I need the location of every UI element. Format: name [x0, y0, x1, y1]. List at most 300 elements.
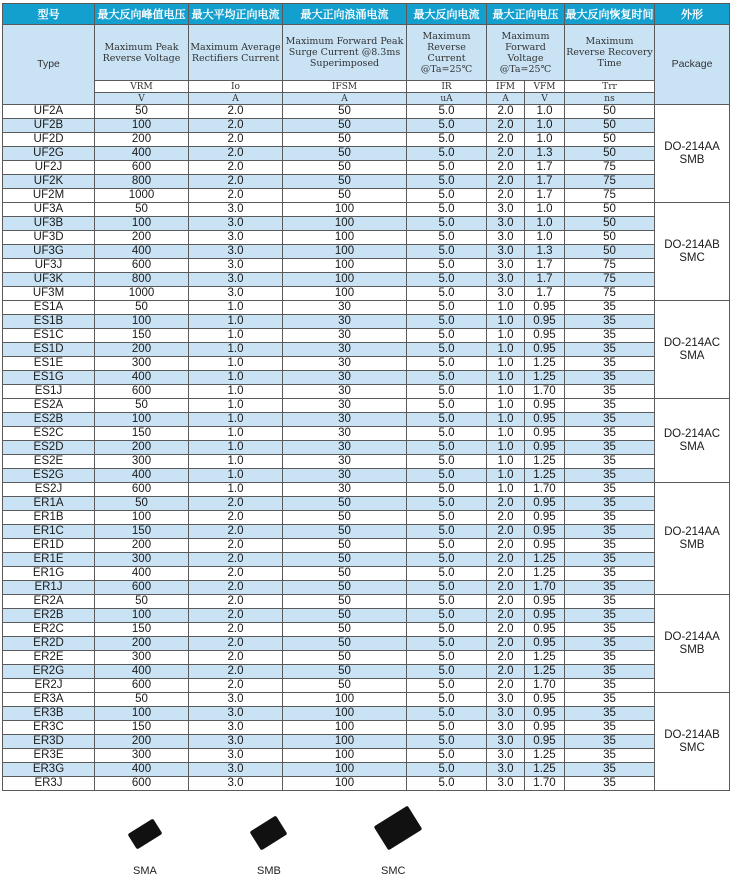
- cell-type: UF3B: [3, 217, 95, 231]
- cell-vrm: 300: [95, 553, 189, 567]
- cell-ir: 5.0: [407, 147, 487, 161]
- cell-type: UF3M: [3, 287, 95, 301]
- cell-type: ES1E: [3, 357, 95, 371]
- cell-ir: 5.0: [407, 651, 487, 665]
- cell-ifm: 2.0: [487, 119, 525, 133]
- cell-ir: 5.0: [407, 399, 487, 413]
- cell-vrm: 200: [95, 231, 189, 245]
- cell-ifsm: 30: [283, 343, 407, 357]
- cell-vfm: 0.95: [525, 693, 565, 707]
- cell-ifm: 3.0: [487, 259, 525, 273]
- cell-type: UF2K: [3, 175, 95, 189]
- cell-ifsm: 30: [283, 469, 407, 483]
- symbol-ir: IR: [407, 81, 487, 93]
- cell-io: 2.0: [189, 581, 283, 595]
- cell-io: 1.0: [189, 427, 283, 441]
- cell-ir: 5.0: [407, 693, 487, 707]
- cell-trr: 35: [565, 343, 655, 357]
- cell-ifm: 2.0: [487, 189, 525, 203]
- cell-ifm: 2.0: [487, 623, 525, 637]
- cell-trr: 35: [565, 371, 655, 385]
- package-name: SMC: [679, 741, 705, 754]
- cell-vrm: 600: [95, 483, 189, 497]
- cell-trr: 35: [565, 511, 655, 525]
- header-en-package: Package: [655, 25, 730, 105]
- cell-ir: 5.0: [407, 245, 487, 259]
- cell-ifm: 2.0: [487, 679, 525, 693]
- cell-ifsm: 50: [283, 595, 407, 609]
- cell-type: ES2J: [3, 483, 95, 497]
- symbol-vrm: VRM: [95, 81, 189, 93]
- cell-ifsm: 50: [283, 189, 407, 203]
- cell-vfm: 0.95: [525, 441, 565, 455]
- cell-vrm: 800: [95, 273, 189, 287]
- cell-ir: 5.0: [407, 497, 487, 511]
- cell-vrm: 100: [95, 413, 189, 427]
- cell-ifsm: 50: [283, 525, 407, 539]
- cell-vfm: 1.7: [525, 189, 565, 203]
- unit-ifsm: A: [283, 93, 407, 105]
- cell-ifm: 3.0: [487, 693, 525, 707]
- cell-type: ES1J: [3, 385, 95, 399]
- cell-vrm: 200: [95, 735, 189, 749]
- cell-ir: 5.0: [407, 175, 487, 189]
- cell-ifm: 2.0: [487, 525, 525, 539]
- cell-ifm: 1.0: [487, 427, 525, 441]
- package-code: DO-214AC: [663, 336, 721, 349]
- package-name: SMB: [679, 538, 705, 551]
- cell-type: ES2C: [3, 427, 95, 441]
- table-row: [3, 637, 730, 651]
- cell-io: 2.0: [189, 567, 283, 581]
- cell-io: 3.0: [189, 245, 283, 259]
- cell-trr: 35: [565, 637, 655, 651]
- cell-ifsm: 100: [283, 777, 407, 791]
- table-row: [3, 231, 730, 245]
- header-cn-ir: 最大反向电流: [407, 4, 487, 25]
- header-cn-io: 最大平均正向电流: [189, 4, 283, 25]
- table-row: [3, 217, 730, 231]
- cell-ifm: 1.0: [487, 455, 525, 469]
- package-code: DO-214AA: [664, 525, 720, 538]
- cell-trr: 35: [565, 595, 655, 609]
- cell-ir: 5.0: [407, 189, 487, 203]
- cell-io: 1.0: [189, 357, 283, 371]
- cell-vrm: 300: [95, 749, 189, 763]
- cell-vfm: 1.0: [525, 119, 565, 133]
- cell-ifm: 1.0: [487, 343, 525, 357]
- cell-ir: 5.0: [407, 427, 487, 441]
- cell-io: 3.0: [189, 749, 283, 763]
- package-cell: [655, 203, 730, 301]
- cell-vfm: 0.95: [525, 637, 565, 651]
- header-en-type: Type: [3, 25, 95, 105]
- cell-ir: 5.0: [407, 203, 487, 217]
- cell-ir: 5.0: [407, 483, 487, 497]
- cell-ir: 5.0: [407, 217, 487, 231]
- cell-io: 2.0: [189, 553, 283, 567]
- package-code: DO-214AA: [664, 140, 720, 153]
- cell-type: ER2G: [3, 665, 95, 679]
- cell-trr: 35: [565, 469, 655, 483]
- cell-io: 2.0: [189, 133, 283, 147]
- table-row: [3, 525, 730, 539]
- cell-type: ER2D: [3, 637, 95, 651]
- cell-io: 2.0: [189, 119, 283, 133]
- table-row: [3, 567, 730, 581]
- cell-io: 3.0: [189, 693, 283, 707]
- cell-ir: 5.0: [407, 385, 487, 399]
- table-row: [3, 357, 730, 371]
- cell-type: ER1D: [3, 539, 95, 553]
- cell-ifm: 3.0: [487, 749, 525, 763]
- cell-io: 1.0: [189, 469, 283, 483]
- cell-ifm: 2.0: [487, 147, 525, 161]
- cell-ir: 5.0: [407, 539, 487, 553]
- cell-vfm: 1.25: [525, 469, 565, 483]
- table-row: [3, 203, 730, 217]
- cell-ifsm: 50: [283, 133, 407, 147]
- table-row: [3, 469, 730, 483]
- cell-vfm: 1.0: [525, 105, 565, 119]
- cell-ifsm: 50: [283, 567, 407, 581]
- cell-ir: 5.0: [407, 287, 487, 301]
- cell-ifsm: 100: [283, 273, 407, 287]
- cell-trr: 50: [565, 105, 655, 119]
- cell-type: ES2D: [3, 441, 95, 455]
- cell-ir: 5.0: [407, 567, 487, 581]
- cell-io: 3.0: [189, 203, 283, 217]
- cell-io: 2.0: [189, 511, 283, 525]
- cell-io: 3.0: [189, 217, 283, 231]
- cell-vfm: 0.95: [525, 707, 565, 721]
- cell-ifm: 2.0: [487, 497, 525, 511]
- cell-vfm: 0.95: [525, 343, 565, 357]
- cell-ir: 5.0: [407, 161, 487, 175]
- sma-package-icon: [128, 818, 163, 849]
- cell-io: 2.0: [189, 189, 283, 203]
- cell-vfm: 1.0: [525, 133, 565, 147]
- cell-vfm: 1.7: [525, 161, 565, 175]
- header-en-ir: Maximum Reverse Current @Ta=25℃: [407, 25, 487, 81]
- cell-ifsm: 50: [283, 119, 407, 133]
- cell-trr: 35: [565, 749, 655, 763]
- cell-io: 3.0: [189, 287, 283, 301]
- cell-vrm: 800: [95, 175, 189, 189]
- cell-ir: 5.0: [407, 119, 487, 133]
- cell-ifsm: 100: [283, 749, 407, 763]
- cell-ifsm: 100: [283, 693, 407, 707]
- cell-trr: 35: [565, 539, 655, 553]
- cell-trr: 75: [565, 175, 655, 189]
- cell-vfm: 1.70: [525, 777, 565, 791]
- cell-ir: 5.0: [407, 357, 487, 371]
- table-row: [3, 399, 730, 413]
- cell-trr: 35: [565, 721, 655, 735]
- cell-trr: 50: [565, 133, 655, 147]
- table-row: [3, 455, 730, 469]
- unit-ir: uA: [407, 93, 487, 105]
- cell-type: UF3D: [3, 231, 95, 245]
- cell-ifsm: 100: [283, 259, 407, 273]
- cell-vrm: 400: [95, 763, 189, 777]
- table-row: [3, 427, 730, 441]
- table-row: [3, 763, 730, 777]
- cell-vfm: 1.25: [525, 455, 565, 469]
- cell-type: ER3D: [3, 735, 95, 749]
- cell-io: 1.0: [189, 315, 283, 329]
- table-row: [3, 511, 730, 525]
- cell-ifm: 2.0: [487, 539, 525, 553]
- cell-trr: 35: [565, 567, 655, 581]
- cell-vfm: 0.95: [525, 623, 565, 637]
- cell-ifm: 3.0: [487, 203, 525, 217]
- cell-trr: 35: [565, 399, 655, 413]
- cell-ir: 5.0: [407, 679, 487, 693]
- cell-type: ER1A: [3, 497, 95, 511]
- cell-io: 2.0: [189, 161, 283, 175]
- cell-vfm: 0.95: [525, 399, 565, 413]
- cell-vfm: 1.3: [525, 147, 565, 161]
- cell-type: UF2M: [3, 189, 95, 203]
- cell-ifm: 3.0: [487, 777, 525, 791]
- cell-ifsm: 50: [283, 623, 407, 637]
- table-row: [3, 483, 730, 497]
- cell-type: UF2G: [3, 147, 95, 161]
- cell-ir: 5.0: [407, 343, 487, 357]
- table-row: [3, 189, 730, 203]
- cell-io: 2.0: [189, 147, 283, 161]
- cell-ifsm: 30: [283, 301, 407, 315]
- cell-type: ES1C: [3, 329, 95, 343]
- cell-type: UF3J: [3, 259, 95, 273]
- cell-vfm: 0.95: [525, 609, 565, 623]
- cell-vfm: 0.95: [525, 427, 565, 441]
- cell-vrm: 50: [95, 105, 189, 119]
- cell-ifsm: 50: [283, 651, 407, 665]
- cell-type: ER3E: [3, 749, 95, 763]
- cell-io: 1.0: [189, 413, 283, 427]
- table-row: [3, 329, 730, 343]
- cell-vrm: 1000: [95, 189, 189, 203]
- cell-ir: 5.0: [407, 259, 487, 273]
- cell-vrm: 150: [95, 721, 189, 735]
- cell-trr: 35: [565, 693, 655, 707]
- table-row: [3, 385, 730, 399]
- cell-vfm: 0.95: [525, 595, 565, 609]
- cell-vrm: 150: [95, 329, 189, 343]
- cell-ifm: 1.0: [487, 413, 525, 427]
- package-outline-legend: [0, 800, 730, 887]
- cell-ifsm: 100: [283, 245, 407, 259]
- cell-ifm: 2.0: [487, 595, 525, 609]
- package-code: DO-214AA: [664, 630, 720, 643]
- cell-type: ER3G: [3, 763, 95, 777]
- cell-vrm: 400: [95, 665, 189, 679]
- table-row: [3, 651, 730, 665]
- cell-vfm: 0.95: [525, 735, 565, 749]
- cell-ifsm: 100: [283, 203, 407, 217]
- cell-type: ER1C: [3, 525, 95, 539]
- cell-ir: 5.0: [407, 371, 487, 385]
- cell-vfm: 1.7: [525, 175, 565, 189]
- cell-ifm: 2.0: [487, 105, 525, 119]
- cell-type: UF3K: [3, 273, 95, 287]
- cell-io: 2.0: [189, 175, 283, 189]
- cell-trr: 35: [565, 777, 655, 791]
- cell-trr: 35: [565, 329, 655, 343]
- cell-ir: 5.0: [407, 665, 487, 679]
- unit-trr: ns: [565, 93, 655, 105]
- cell-ir: 5.0: [407, 623, 487, 637]
- smc-label: SMC: [381, 865, 406, 877]
- cell-ifm: 1.0: [487, 357, 525, 371]
- table-row: [3, 105, 730, 119]
- sma-label: SMA: [133, 865, 157, 877]
- symbol-trr: Trr: [565, 81, 655, 93]
- cell-ifm: 2.0: [487, 161, 525, 175]
- table-row: [3, 245, 730, 259]
- table-row: [3, 595, 730, 609]
- cell-vrm: 150: [95, 427, 189, 441]
- cell-trr: 75: [565, 161, 655, 175]
- cell-trr: 35: [565, 679, 655, 693]
- cell-ifsm: 30: [283, 455, 407, 469]
- cell-ifsm: 100: [283, 735, 407, 749]
- cell-vrm: 600: [95, 385, 189, 399]
- cell-type: UF3G: [3, 245, 95, 259]
- cell-vfm: 0.95: [525, 301, 565, 315]
- cell-io: 3.0: [189, 273, 283, 287]
- cell-ifsm: 50: [283, 161, 407, 175]
- cell-vrm: 600: [95, 581, 189, 595]
- cell-io: 2.0: [189, 637, 283, 651]
- cell-vrm: 50: [95, 301, 189, 315]
- header-en-ifsm: Maximum Forward Peak Surge Current @8.3ms Superimposed: [283, 25, 407, 81]
- cell-vrm: 50: [95, 399, 189, 413]
- cell-vrm: 50: [95, 693, 189, 707]
- cell-io: 1.0: [189, 385, 283, 399]
- cell-ir: 5.0: [407, 553, 487, 567]
- cell-vfm: 1.7: [525, 287, 565, 301]
- cell-ifm: 2.0: [487, 665, 525, 679]
- symbol-ifsm: IFSM: [283, 81, 407, 93]
- cell-ir: 5.0: [407, 231, 487, 245]
- cell-ifsm: 50: [283, 581, 407, 595]
- cell-ir: 5.0: [407, 763, 487, 777]
- cell-ir: 5.0: [407, 735, 487, 749]
- cell-vfm: 1.25: [525, 371, 565, 385]
- cell-trr: 50: [565, 217, 655, 231]
- cell-vrm: 100: [95, 315, 189, 329]
- cell-type: UF2A: [3, 105, 95, 119]
- cell-trr: 50: [565, 119, 655, 133]
- header-en-vf: Maximum Forward Voltage @Ta=25℃: [487, 25, 565, 81]
- cell-ifm: 1.0: [487, 371, 525, 385]
- smb-package-icon: [250, 815, 288, 850]
- cell-type: ES1D: [3, 343, 95, 357]
- table-row: [3, 287, 730, 301]
- cell-trr: 35: [565, 455, 655, 469]
- cell-ifsm: 30: [283, 357, 407, 371]
- cell-type: UF2D: [3, 133, 95, 147]
- cell-trr: 35: [565, 413, 655, 427]
- cell-vfm: 0.95: [525, 329, 565, 343]
- cell-vfm: 1.7: [525, 259, 565, 273]
- table-row: [3, 539, 730, 553]
- cell-type: ES2E: [3, 455, 95, 469]
- cell-vfm: 0.95: [525, 315, 565, 329]
- cell-trr: 35: [565, 581, 655, 595]
- cell-trr: 50: [565, 231, 655, 245]
- cell-ifsm: 50: [283, 637, 407, 651]
- cell-ifm: 1.0: [487, 441, 525, 455]
- table-row: [3, 553, 730, 567]
- cell-io: 2.0: [189, 623, 283, 637]
- header-row-units: [3, 93, 730, 105]
- cell-vrm: 50: [95, 203, 189, 217]
- cell-vfm: 1.25: [525, 665, 565, 679]
- cell-trr: 35: [565, 357, 655, 371]
- cell-vrm: 100: [95, 609, 189, 623]
- cell-trr: 75: [565, 273, 655, 287]
- cell-ifm: 1.0: [487, 301, 525, 315]
- cell-ifm: 2.0: [487, 651, 525, 665]
- table-row: [3, 315, 730, 329]
- cell-trr: 35: [565, 665, 655, 679]
- cell-vrm: 100: [95, 511, 189, 525]
- cell-vrm: 100: [95, 707, 189, 721]
- cell-ifsm: 50: [283, 105, 407, 119]
- header-en-trr: Maximum Reverse Recovery Time: [565, 25, 655, 81]
- table-row: [3, 735, 730, 749]
- smb-label: SMB: [257, 865, 281, 877]
- cell-ir: 5.0: [407, 105, 487, 119]
- cell-trr: 75: [565, 189, 655, 203]
- cell-vfm: 1.0: [525, 231, 565, 245]
- cell-trr: 35: [565, 385, 655, 399]
- cell-io: 2.0: [189, 665, 283, 679]
- cell-type: ER1J: [3, 581, 95, 595]
- cell-ifsm: 100: [283, 721, 407, 735]
- cell-ifm: 2.0: [487, 581, 525, 595]
- cell-ifm: 2.0: [487, 609, 525, 623]
- table-row: [3, 749, 730, 763]
- cell-ir: 5.0: [407, 721, 487, 735]
- cell-ifsm: 30: [283, 413, 407, 427]
- cell-vrm: 600: [95, 777, 189, 791]
- table-row: [3, 147, 730, 161]
- cell-trr: 35: [565, 763, 655, 777]
- cell-io: 2.0: [189, 105, 283, 119]
- table-row: [3, 301, 730, 315]
- cell-io: 3.0: [189, 777, 283, 791]
- cell-vfm: 1.25: [525, 553, 565, 567]
- header-en-vrm: Maximum Peak Reverse Voltage: [95, 25, 189, 81]
- cell-ifsm: 100: [283, 231, 407, 245]
- table-row: [3, 777, 730, 791]
- package-code: DO-214AB: [664, 238, 720, 251]
- cell-ifsm: 30: [283, 483, 407, 497]
- cell-trr: 35: [565, 483, 655, 497]
- cell-ir: 5.0: [407, 133, 487, 147]
- cell-ir: 5.0: [407, 469, 487, 483]
- cell-ifm: 3.0: [487, 707, 525, 721]
- unit-vrm: V: [95, 93, 189, 105]
- table-row: [3, 161, 730, 175]
- cell-ifm: 1.0: [487, 399, 525, 413]
- cell-vrm: 100: [95, 217, 189, 231]
